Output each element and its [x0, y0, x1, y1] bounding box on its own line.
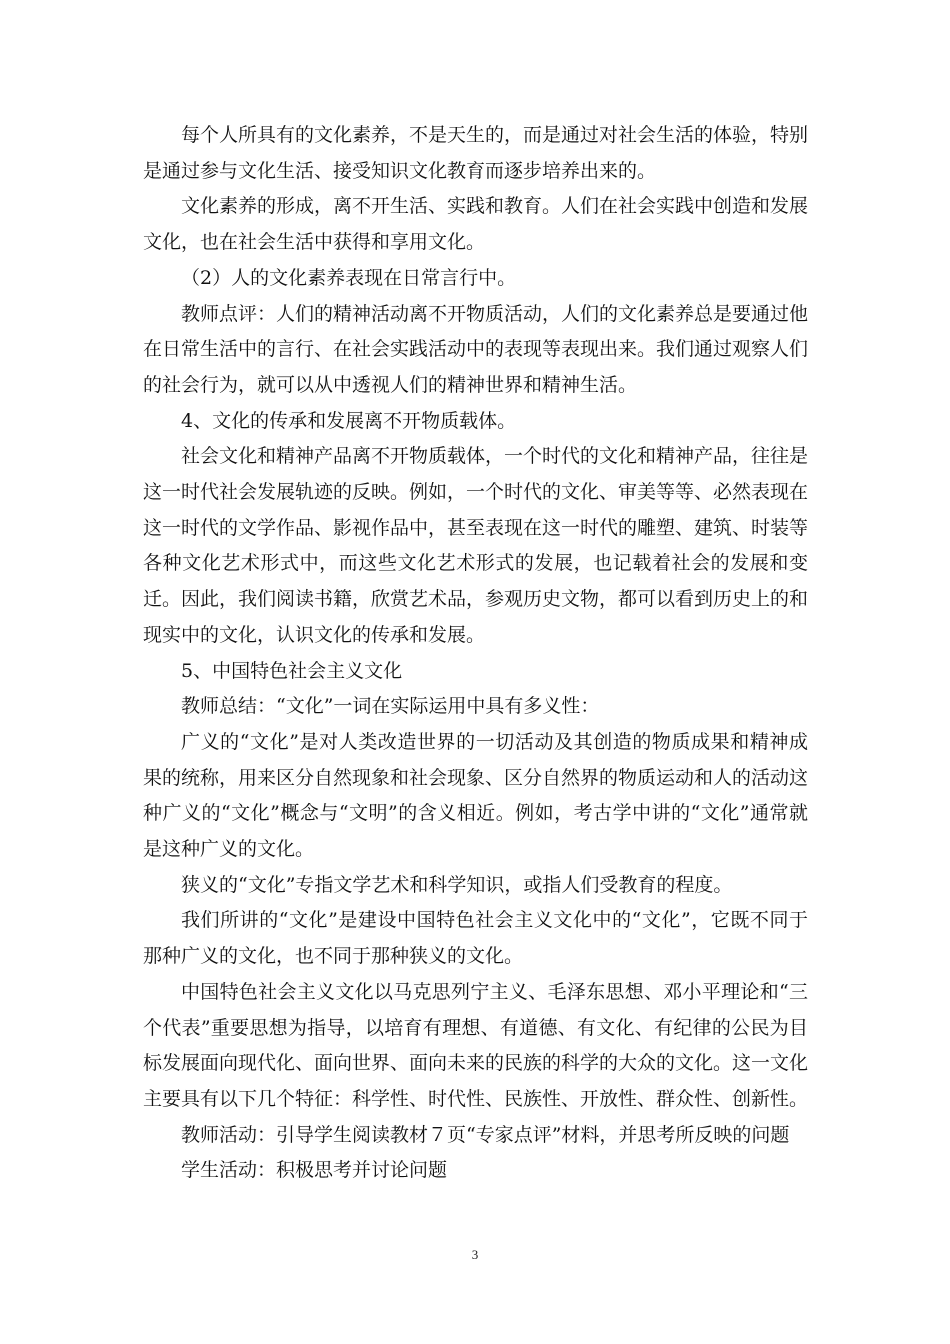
paragraph: 广义的“文化”是对人类改造世界的一切活动及其创造的物质成果和精神成果的统称，用来区分自然现象和社会现象、区分自然界的物质运动和人的活动这种广义的“文化”概念与“文明”的含义相近。例如，考古学中讲的“文化”通常就是这种广义的文化。: [143, 730, 809, 861]
paragraph: 教师活动：引导学生阅读教材７页“专家点评”材料，并思考所反映的问题: [181, 1123, 790, 1146]
paragraph: 5、中国特色社会主义文化: [181, 659, 403, 682]
paragraph: 每个人所具有的文化素养，不是天生的，而是通过对社会生活的体验，特别是通过参与文化生活、接受知识文化教育而逐步培养出来的。: [143, 124, 809, 182]
document-body: [143, 118, 808, 1189]
paragraph: （2）人的文化素养表现在日常言行中。: [181, 266, 517, 289]
paragraph: 学生活动：积极思考并讨论问题: [181, 1159, 448, 1182]
paragraph: 文化素养的形成，离不开生活、实践和教育。人们在社会实践中创造和发展文化，也在社会生活中获得和享用文化。: [143, 195, 809, 254]
paragraph: 狭义的“文化”专指文学艺术和科学知识，或指人们受教育的程度。: [181, 873, 733, 896]
page-number: 3: [471, 1247, 479, 1262]
paragraph: 教师总结：“文化”一词在实际运用中具有多义性：: [181, 695, 600, 718]
paragraph: 4、文化的传承和发展离不开物质载体。: [181, 409, 517, 432]
paragraph: 中国特色社会主义文化以马克思列宁主义、毛泽东思想、邓小平理论和“三个代表”重要思想为指导，以培育有理想、有道德、有文化、有纪律的公民为目标发展面向现代化、面向世界、面向未来的民族的科学的大众的文化。这一文化主要具有以下几个特征：科学性、时代性、民族性、开放性、群众性、创新性。: [143, 980, 809, 1110]
paragraph: 教师点评：人们的精神活动离不开物质活动，人们的文化素养总是要通过他在日常生活中的言行、在社会实践活动中的表现等表现出来。我们通过观察人们的社会行为，就可以从中透视人们的精神世界和精神生活。: [143, 302, 809, 396]
paragraph: 我们所讲的“文化”是建设中国特色社会主义文化中的“文化”，它既不同于那种广义的文化，也不同于那种狭义的文化。: [143, 909, 808, 968]
paragraph: 社会文化和精神产品离不开物质载体，一个时代的文化和精神产品，往往是这一时代社会发展轨迹的反映。例如，一个时代的文化、审美等等、必然表现在这一时代的文学作品、影视作品中，甚至表现在这一时代的雕塑、建筑、时装等各种文化艺术形式中，而这些文化艺术形式的发展，也记载着社会的发展和变迁。因此，我们阅读书籍，欣赏艺术品，参观历史文物，都可以看到历史上的和现实中的文化，认识文化的传承和发展。: [143, 445, 809, 646]
